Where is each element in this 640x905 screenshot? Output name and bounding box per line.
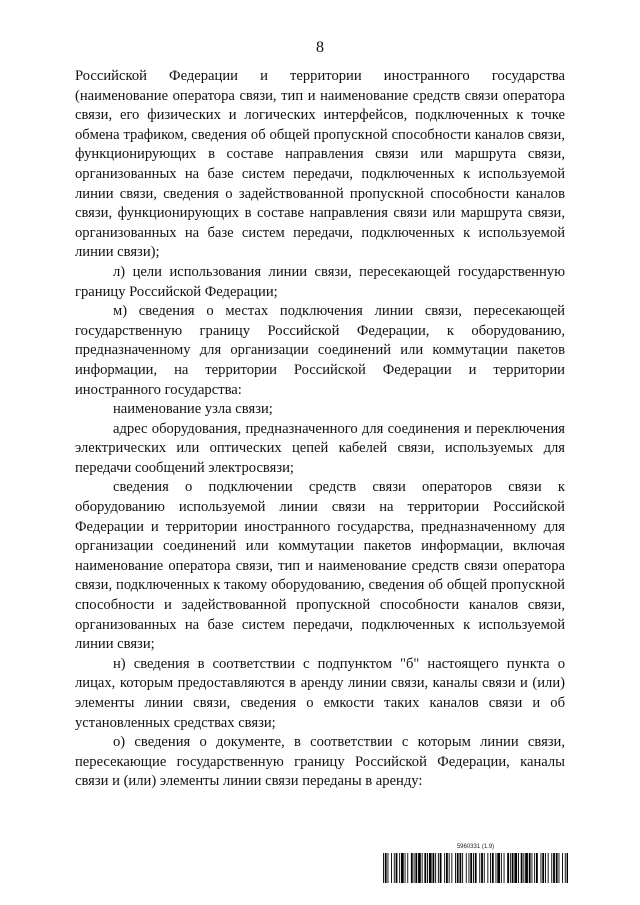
barcode-bar: [383, 853, 384, 883]
barcode-bar: [411, 853, 413, 883]
barcode-bar: [504, 853, 505, 883]
barcode-bar: [559, 853, 560, 883]
barcode-bar: [523, 853, 524, 883]
barcode-bar: [391, 853, 392, 883]
barcode-bar: [492, 853, 494, 883]
barcode-bar: [473, 853, 474, 883]
barcode-bar: [532, 853, 533, 883]
barcode-bar: [414, 853, 415, 883]
barcode-bar: [469, 853, 470, 883]
paragraph-item-n: н) сведения в соответствии с подпунктом "б" настоящего пункта о лицах, которым предоставляются в аренду линии связи, каналы связи и (или) элементы линии связи, сведения о емкости таких каналов связи и об установленных средствах связи;: [75, 655, 565, 731]
barcode-bar: [451, 853, 452, 883]
barcode-bar: [534, 853, 535, 883]
barcode-bar: [542, 853, 544, 883]
paragraph-operators-connection: сведения о подключении средств связи операторов связи к оборудованию используемой линии связи на территории Российской Федерации и территории иностранного государства, предназначенному для организации соединений или коммутации пакетов информации, включая наименование оператора связи, тип и наименование средств связи оператора связи, подключенных к такому оборудованию, сведения об общей пропускной способности и задействованной пропускной способности каналов связи, организованных на базе систем передачи, подключенных к используемой линии связи;: [75, 479, 565, 653]
barcode-bar: [541, 853, 542, 883]
barcode-bar: [525, 853, 528, 883]
paragraph-item-o: о) сведения о документе, в соответствии с которым линии связи, пересекающие государственную границу Российской Федерации, каналы связи и (или) элементы линии связи переданы в аренду:: [75, 734, 565, 790]
barcode-bar: [567, 853, 568, 883]
barcode-bar: [487, 853, 488, 883]
barcode-bar: [529, 853, 531, 883]
barcode-bar: [415, 853, 417, 883]
paragraph-continuation: Российской Федерации и территории иностранного государства (наименование оператора связи, тип и наименование средств связи оператора связи, его физических и логических интерфейсов, подключенных к точке обмена трафиком, сведения об общей пропускной способности каналов связи, функционирующих в составе направления связи или маршрута связи, организованных на базе систем передачи, подключенных к используемой линии связи, сведения о задействованной пропускной способности каналов связи, функционирующих в составе направления связи или маршрута связи, организованных на базе систем передачи, подключенных к используемой линии связи);: [75, 68, 565, 261]
paragraph-equipment-address: адрес оборудования, предназначенного для соединения и переключения электрических или оптических цепей кабелей связи, используемых для передачи сообщений электросвязи;: [75, 420, 565, 476]
barcode-bar: [407, 853, 408, 883]
document-barcode: [383, 843, 568, 885]
barcode-bar: [497, 853, 500, 883]
barcode-bar: [444, 853, 445, 883]
barcode-bar: [514, 853, 517, 883]
barcode-bar: [521, 853, 523, 883]
barcode-bar: [394, 853, 395, 883]
barcode-bar: [462, 853, 463, 883]
barcode-bar: [551, 853, 552, 883]
barcode-bar: [481, 853, 483, 883]
barcode-bar: [536, 853, 538, 883]
barcode-bar: [479, 853, 480, 883]
barcode-bar: [435, 853, 436, 883]
paragraph-item-m: м) сведения о местах подключения линии связи, пересекающей государственную границу Российской Федерации, к оборудованию, предназначенному для организации соединений или коммутации пакетов информации, на территории Российской Федерации и территории иностранного государства:: [75, 303, 565, 398]
barcode-bar: [484, 853, 485, 883]
barcode-bar: [565, 853, 566, 883]
barcode-bar: [466, 853, 467, 883]
barcode-bar: [545, 853, 546, 883]
barcode-bar: [422, 853, 423, 883]
barcode-bar: [399, 853, 400, 883]
barcode-bar: [475, 853, 477, 883]
barcode-bar: [507, 853, 509, 883]
barcode-bar: [396, 853, 398, 883]
paragraph-item-l: л) цели использования линии связи, пересекающей государственную границу Российской Федерации;: [75, 263, 565, 300]
barcode-bar: [510, 853, 511, 883]
barcode-bar: [440, 853, 442, 883]
barcode-bar: [496, 853, 497, 883]
barcode-caption: 5960331 (1.9): [456, 844, 495, 850]
barcode-bar: [455, 853, 456, 883]
barcode-bar: [457, 853, 459, 883]
barcode-bar: [446, 853, 448, 883]
paragraph-node-name: наименование узла связи;: [113, 401, 273, 418]
barcode-bar: [460, 853, 462, 883]
barcode-bar: [470, 853, 472, 883]
barcode-bar: [512, 853, 514, 883]
page-number: 8: [316, 39, 324, 56]
barcode-bar: [433, 853, 435, 883]
barcode-bar: [424, 853, 426, 883]
barcode-bar: [490, 853, 491, 883]
barcode-bar: [429, 853, 432, 883]
barcode-bar: [401, 853, 404, 883]
document-body: [75, 67, 565, 792]
barcode-image: [383, 853, 568, 883]
barcode-bar: [501, 853, 502, 883]
barcode-bar: [418, 853, 421, 883]
barcode-bar: [518, 853, 519, 883]
barcode-bar: [405, 853, 406, 883]
barcode-bar: [388, 853, 389, 883]
barcode-bar: [438, 853, 439, 883]
barcode-bar: [548, 853, 549, 883]
barcode-bar: [562, 853, 563, 883]
barcode-bar: [556, 853, 558, 883]
barcode-bar: [449, 853, 450, 883]
barcode-bar: [553, 853, 555, 883]
barcode-bar: [427, 853, 428, 883]
barcode-bar: [385, 853, 387, 883]
